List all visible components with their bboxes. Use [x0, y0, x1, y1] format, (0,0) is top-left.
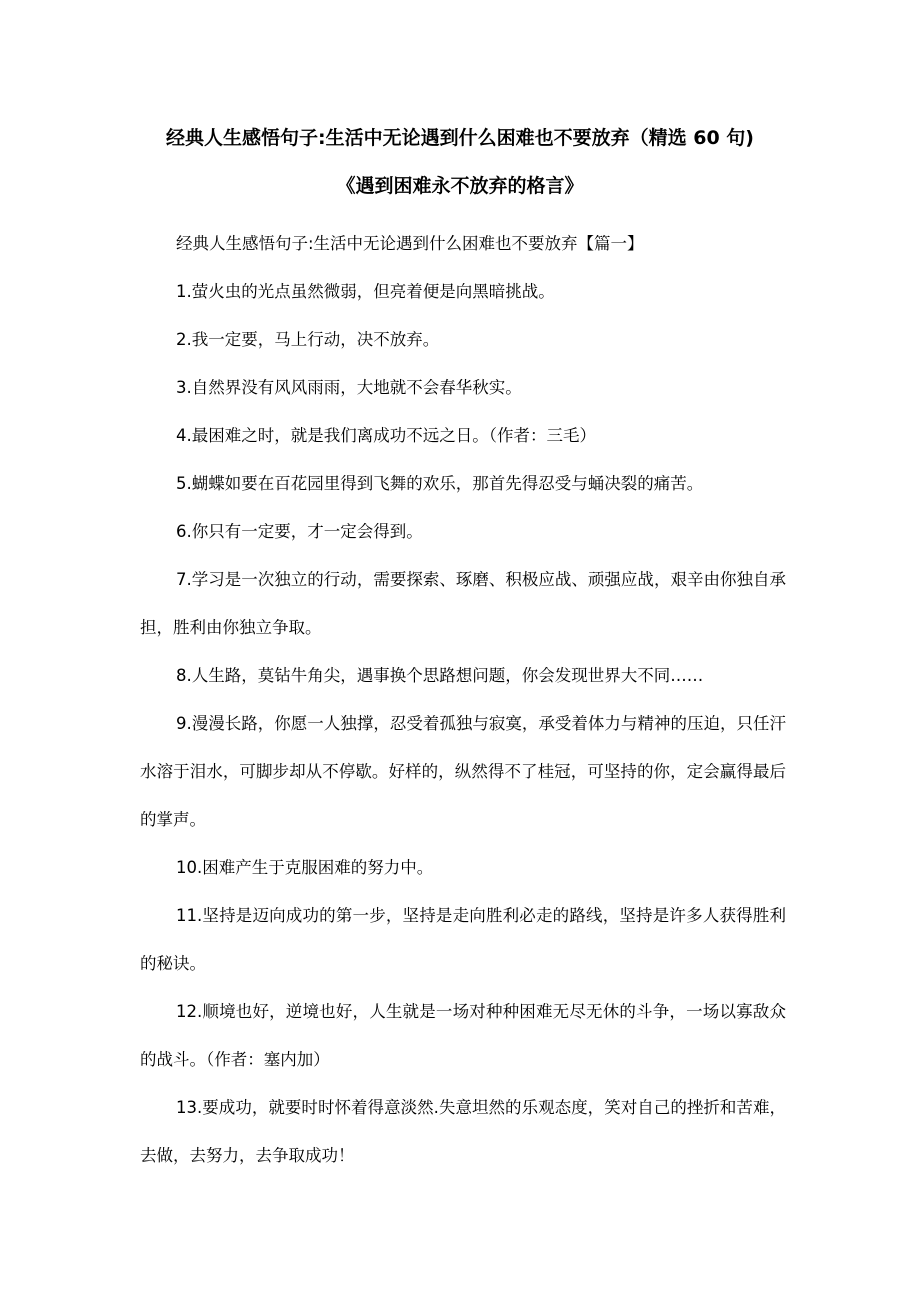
list-item: 7.学习是一次独立的行动，需要探索、琢磨、积极应战、顽强应战，艰辛由你独自承担，胜利由你独立争取。 — [140, 570, 786, 637]
list-item: 4.最困难之时，就是我们离成功不远之日。（作者：三毛） — [176, 426, 596, 445]
document-subtitle: 《遇到困难永不放弃的格言》 — [336, 175, 584, 197]
list-item: 8.人生路，莫钻牛角尖，遇事换个思路想问题，你会发现世界大不同…… — [176, 666, 704, 685]
list-item: 12.顺境也好，逆境也好，人生就是一场对种种困难无尽无休的斗争，一场以寡敌众的战斗。（作者：塞内加） — [140, 1002, 786, 1069]
list-item: 2.我一定要，马上行动，决不放弃。 — [176, 330, 440, 349]
list-item: 9.漫漫长路，你愿一人独撑，忍受着孤独与寂寞，承受着体力与精神的压迫，只任汗水溶于泪水，可脚步却从不停歇。好样的，纵然得不了桂冠，可坚持的你，定会赢得最后的掌声。 — [140, 714, 786, 829]
document-title: 经典人生感悟句子:生活中无论遇到什么困难也不要放弃（精选 60 句) — [166, 127, 754, 149]
list-item: 6.你只有一定要，才一定会得到。 — [176, 522, 423, 541]
list-item: 3.自然界没有风风雨雨，大地就不会春华秋实。 — [176, 378, 522, 397]
list-item: 13.要成功，就要时时怀着得意淡然.失意坦然的乐观态度，笑对自己的挫折和苦难，去做，去努力，去争取成功！ — [140, 1098, 786, 1165]
list-item: 5.蝴蝶如要在百花园里得到飞舞的欢乐，那首先得忍受与蛹决裂的痛苦。 — [176, 474, 704, 493]
list-item: 1.萤火虫的光点虽然微弱，但亮着便是向黑暗挑战。 — [176, 282, 555, 301]
document-body — [140, 220, 786, 1180]
section-heading: 经典人生感悟句子:生活中无论遇到什么困难也不要放弃【篇一】 — [176, 234, 644, 253]
list-item: 10.困难产生于克服困难的努力中。 — [176, 858, 434, 877]
list-item: 11.坚持是迈向成功的第一步，坚持是走向胜利必走的路线，坚持是许多人获得胜利的秘诀。 — [140, 906, 786, 973]
